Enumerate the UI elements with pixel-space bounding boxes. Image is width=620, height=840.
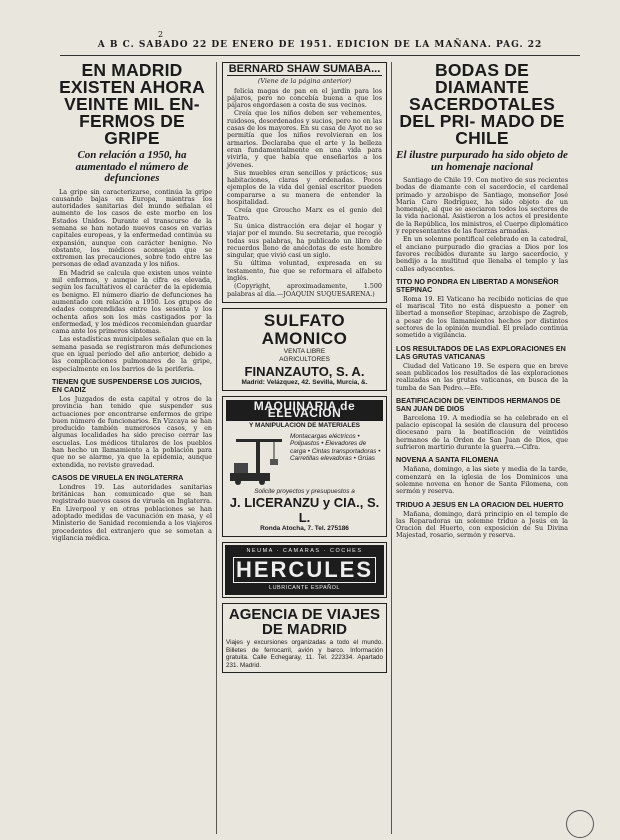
column-rule — [216, 62, 217, 834]
article-paragraph: felicia magas de pan en el jardín para los pájaros, pero no concebía buena a que los pájaros engordasen a costa de sus vecinos. — [227, 86, 382, 110]
section-text-grutas: Ciudad del Vaticano 19. Se espera que en breve sean publicados los resultados de las exploraciones realizadas en las grutas vaticanas, en busca de la tumba de San Pedro.—Efe. — [396, 361, 568, 392]
column-middle — [222, 62, 387, 834]
headline-gripe: EN MADRID EXISTEN AHORA VEINTE MIL EN- FERMOS DE GRIPE — [59, 62, 205, 148]
article-paragraph: Su última voluntad, expresada en su testamento, fue que se reformara el alfabeto inglés. — [227, 259, 382, 283]
column-mark: 2 — [158, 30, 164, 39]
ad-maquinaria-address: Ronda Atocha, 7. Tel. 275186 — [260, 524, 349, 532]
ad-maquinaria-brand: J. LICERANZU y CIA., S. L. — [229, 494, 380, 525]
crane-icon — [226, 433, 286, 485]
section-heading-viruela: CASOS DE VIRUELA EN INGLATERRA — [52, 472, 184, 482]
article-paragraph: Sus muebles eran sencillos y prácticos; sus habitaciones, claras y ordenadas. Pocos ejemplos de la vida del genial escritor pueden compararse a su manera de entender la hospitalidad. — [227, 168, 382, 207]
archive-stamp — [566, 810, 594, 838]
ad-hercules-top: NEUMA · CAMARAS · COCHES — [246, 547, 363, 554]
ad-sulfato — [222, 308, 387, 391]
ad-hercules — [222, 542, 387, 599]
section-text-novena: Mañana, domingo, a las siete y media de la tarde, comenzará en la iglesia de los Dominicos una solemne novena en honor de Santa Filomena, con sermón y reserva. — [396, 465, 568, 496]
ad-maquinaria-desc: Montacargas eléctricos • Polipastos • Elevadores de carga • Cintas transportadoras • Carretillas elevadoras • Grúas — [290, 432, 381, 462]
ad-agencia-desc: Viajes y excursiones organizadas a todo el mundo. Billetes de ferrocarril, avión y barco. Información gratuita. Calle Echegaray, 11. Tel. 222334. Apartado 231. Madrid. — [226, 639, 383, 669]
ad-maquinaria-sub: Y MANIPULACION DE MATERIALES — [249, 421, 360, 429]
section-text-tito: Roma 19. El Vaticano ha recibido noticias de que el mariscal Tito no está dispuesto a poner en libertad a monseñor Stepinac, arzobispo de Zagreb, a pesar de los llamamientos hechos por distintos sectores de la opinión mundial. El prelado continúa sometido a vigilancia. — [396, 294, 568, 340]
section-heading-tito: TITO NO PONDRA EN LIBERTAD A MONSEÑOR STEPINAC — [396, 276, 559, 294]
shaw-footer: (Copyright, aproximadamente, 1.500 palabras al día.—JOAQUIN SUQUESARENA.) — [227, 282, 382, 298]
article-paragraph: Las estadísticas municipales señalan que en la semana pasada se registraron más defunciones que en igual período del año anterior, debido a las complicaciones pulmonares de la gripe, especialmente en los barrios de la periferia. — [52, 335, 212, 373]
ad-maquinaria — [222, 396, 387, 537]
article-paragraph: En un solemne pontifical celebrado en la catedral, el anciano purpurado dio gracias a Dios por los favores recibidos durante su largo sacerdocio, y bendijo a la multitud que llenaba el templo y las calles adyacentes. — [396, 235, 568, 273]
section-heading-triduo: TRIDUO A JESUS EN LA ORACION DEL HUERTO — [396, 499, 564, 509]
article-paragraph: Creía que Groucho Marx es el genio del Teatro. — [227, 206, 382, 222]
ad-sulfato-title: SULFATO AMONICO — [261, 310, 348, 348]
page-header: A B C. SABADO 22 DE ENERO DE 1951. EDICION DE LA MAÑANA. PAG. 22 — [60, 40, 580, 56]
column-rule — [391, 62, 392, 834]
ad-hercules-name: HERCULES — [233, 557, 376, 583]
ad-sulfato-line1: VENTA LIBRE — [283, 347, 326, 355]
section-text-beatificacion: Barcelona 19. A mediodía se ha celebrado en el palacio episcopal la sesión de clausura del proceso diocesano para la beatificación de veintidós hermanos de la Orden de San Juan de Dios, que sufrieron martirio durante la guerra.—Cifra. — [396, 413, 568, 452]
section-text-viruela: Londres 19. Las autoridades sanitarias británicas han comunicado que se han registrado nuevos casos de viruela en Inglaterra. En Liverpool y en otras poblaciones se han adoptado medidas de vacunación en masa, y el Ministerio de Sanidad recomienda a los viajeros procedentes del extranjero que se sometan a vigilancia médica. — [52, 482, 212, 542]
column-left — [52, 62, 212, 834]
ad-agencia — [222, 603, 387, 673]
subhead-bodas: El ilustre purpurado ha sido objeto de un homenaje nacional — [396, 149, 568, 173]
ad-hercules-bottom: LUBRICANTE ESPAÑOL — [269, 585, 340, 592]
article-paragraph: Santiago de Chile 19. Con motivo de sus recientes bodas de diamante con el sacerdocio, el cardenal primado y arzobispo de Santiago, monseñor José María Caro Rodríguez, ha sido objeto de un homenaje, al que se asociaron todos los sectores de la vida nacional. Asistieron a los actos el presidente de la República, los ministros, el Cuerpo diplomático y representantes de las fuerzas armadas. — [396, 176, 568, 236]
article-paragraph: La gripe sin caracterizarse, continúa la gripe causando bajas en Europa, mientras los autoridades sanitarias del mundo señalan el aumento de los casos de este morbo en los Estados Unidos. Durante el transcurso de la semana se han notado nuevos casos en varias capitales europeas, y la enfermedad continúa su expansión, aunque con carácter benigno. No obstante, los médicos aconsejan que se extremen las precauciones, sobre todo entre las personas de edad avanzada y los niños. — [52, 187, 212, 269]
ad-agencia-title: AGENCIA DE VIAJES DE MADRID — [228, 606, 381, 639]
section-heading-beatificacion: BEATIFICACION DE VEINTIDOS HERMANOS DE SAN JUAN DE DIOS — [396, 395, 561, 413]
article-paragraph: Su única distracción era dejar el hogar y viajar por el mundo. Su secretaria, que recogió todas sus palabras, ha publicado un libro de recuerdos lleno de anécdotas de este hombre singular, que vivió casi un siglo. — [227, 221, 382, 260]
section-text-triduo: Mañana, domingo, dará principio en el templo de las Reparadoras un solemne triduo a Jesús en la Oración del Huerto, con exposición de Su Divina Majestad, rosario, sermón y reserva. — [396, 509, 568, 540]
ad-maquinaria-band: MAQUINARIA de ELEVACION — [226, 400, 383, 421]
ad-sulfato-address: Madrid: Velázquez, 42. Sevilla, Murcia, &. — [241, 378, 368, 386]
column-right — [396, 62, 568, 834]
shaw-continuation-note: (Viene de la página anterior) — [257, 77, 352, 86]
ad-sulfato-line2: AGRICULTORES — [279, 355, 330, 363]
section-heading-grutas: LOS RESULTADOS DE LAS EXPLORACIONES EN LAS GRUTAS VATICANAS — [396, 343, 566, 361]
article-paragraph: En Madrid se calcula que existen unos veinte mil enfermos, y aunque la cifra es elevada, según los facultativos el carácter de la epidemia es benigno. El número diario de defunciones ha aumentado con relación a 1950. Los grupos de edades comprendidas entre los sesenta y los ochenta años son los más castigados por la enfermedad, y los médicos recomiendan guardar cama ante los primeros síntomas. — [52, 268, 212, 336]
subhead-gripe: Con relación a 1950, ha aumentado el número de defunciones — [75, 149, 189, 184]
ad-sulfato-brand: FINANZAUTO, S. A. — [244, 363, 365, 379]
shaw-article-box — [222, 62, 387, 303]
article-paragraph: Creía que los niños deben ser vehementes, ruidosos, desordenados y sucios, pero no en las casas de los mayores. En su casa de Ayot no se permitía que los niños revolvieran en los armarios. Declaraba que el arte y la belleza eran fundamentalmente en una vida para vivirla, y que había que enseñarlos a los jóvenes. — [227, 109, 382, 169]
ad-maquinaria-contact: Solicite proyectos y presupuestos a — [254, 487, 355, 495]
section-heading-cadiz: TIENEN QUE SUSPENDERSE LOS JUICIOS, EN CADIZ — [52, 376, 202, 394]
section-text-cadiz: Los Juzgados de esta capital y otros de la provincia han tenido que suspender sus actuaciones por encontrarse enfermos de gripe buen número de funcionarios. En Vizcaya se han producido también numerosos casos, y en algunas localidades ha sido preciso cerrar las escuelas. Los médicos titulares de los pueblos han hecho un llamamiento a la población para que no se alarme, ya que la epidemia, aunque extendida, no reviste gravedad. — [52, 394, 212, 469]
shaw-article-title: BERNARD SHAW SUMABA... — [228, 63, 381, 75]
section-heading-novena: NOVENA A SANTA FILOMENA — [396, 455, 499, 465]
headline-bodas: BODAS DE DIAMANTE SACERDOTALES DEL PRI- MADO DE CHILE — [399, 62, 565, 148]
